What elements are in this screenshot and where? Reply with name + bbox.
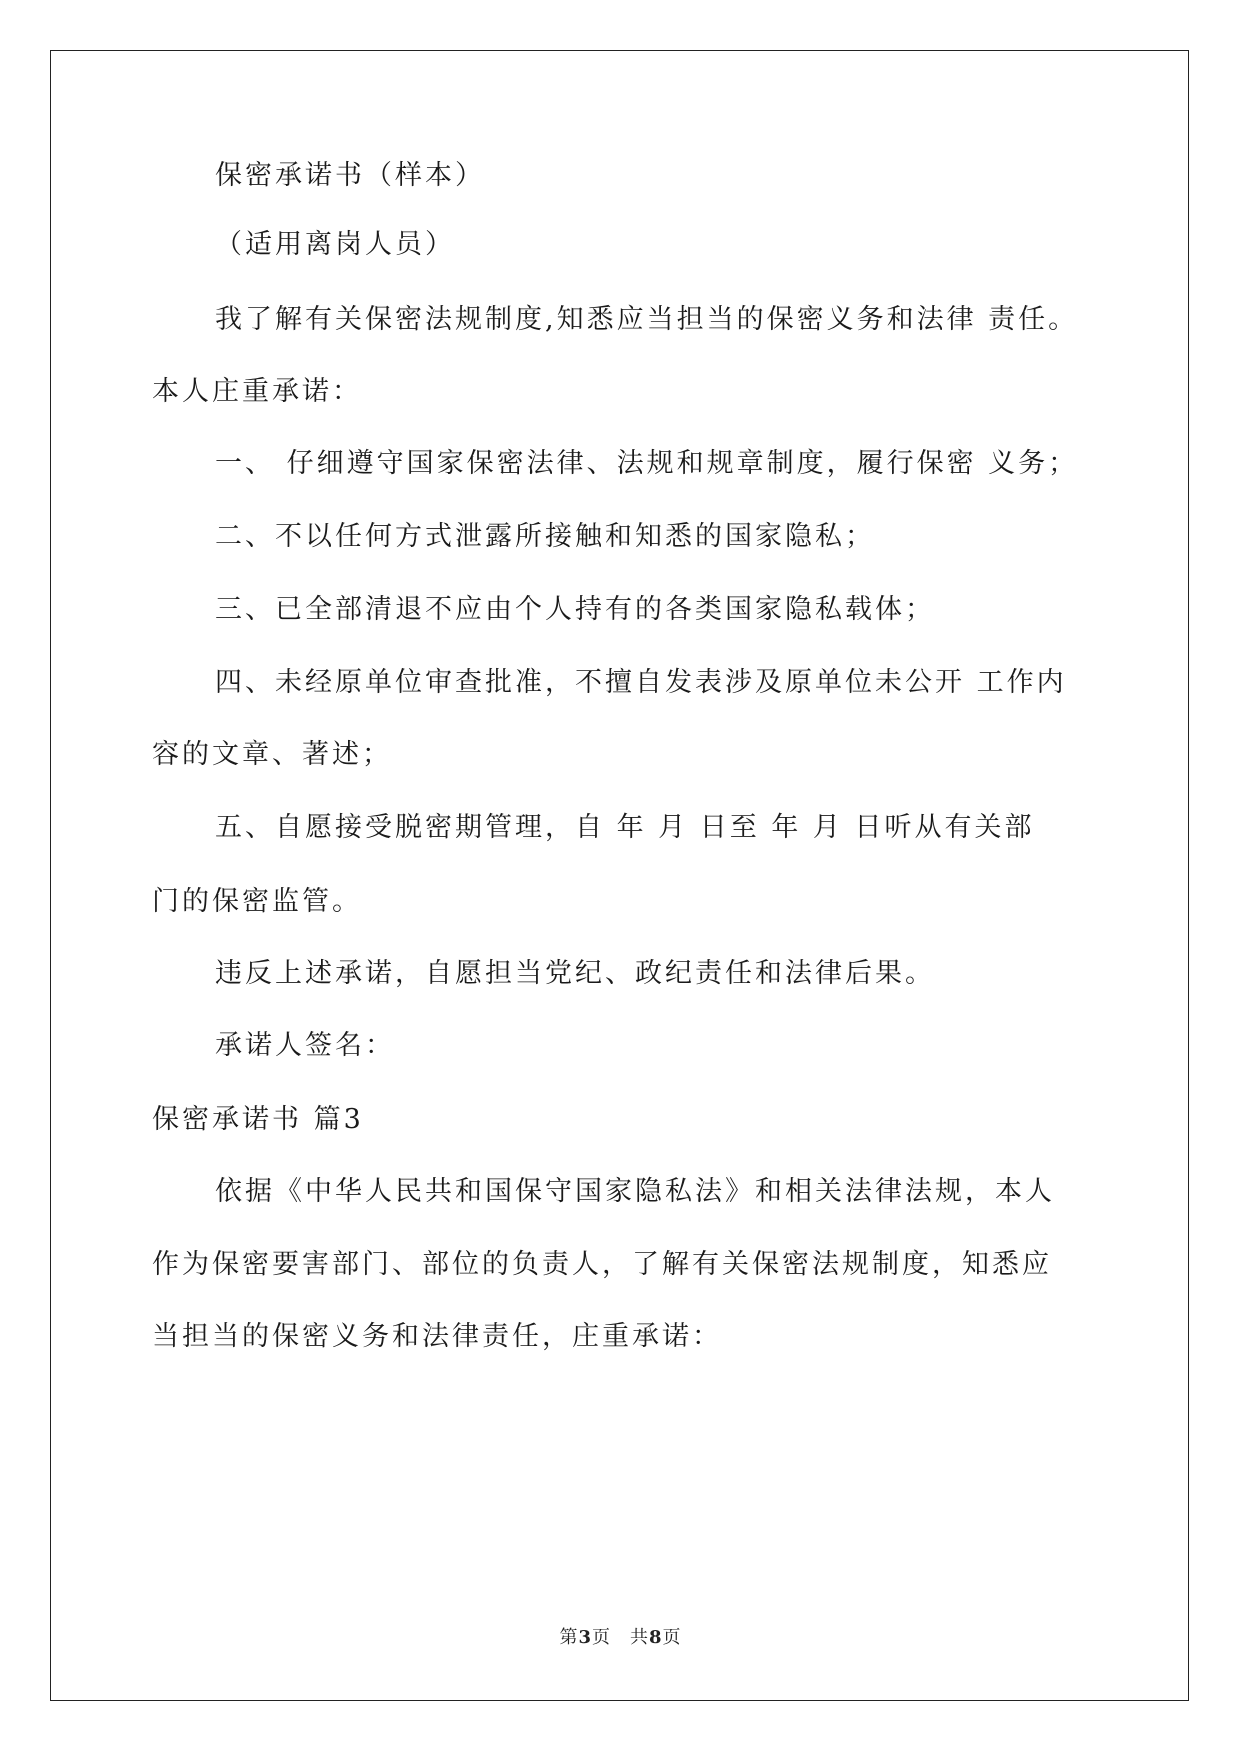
- paragraph-line: 违反上述承诺，自愿担当党纪、政纪责任和法律后果。: [215, 958, 935, 989]
- footer-page-number: 3: [578, 1627, 592, 1648]
- paragraph-line: 容的文章、著述；: [152, 739, 392, 770]
- paragraph-line: 作为保密要害部门、部位的负责人，了解有关保密法规制度，知悉应: [152, 1249, 1052, 1280]
- paragraph-line: 一、 仔细遵守国家保密法律、法规和规章制度，履行保密 义务；: [215, 448, 1079, 479]
- page-frame: [50, 50, 1189, 1701]
- paragraph-line: 五、自愿接受脱密期管理，自 年 月 日至 年 月 日听从有关部: [215, 812, 1035, 843]
- paragraph-line: 当担当的保密义务和法律责任，庄重承诺：: [152, 1321, 722, 1352]
- paragraph-line: 依据《中华人民共和国保守国家隐私法》和相关法律法规，本人: [215, 1176, 1055, 1207]
- document-title: 保密承诺书（样本）: [215, 160, 485, 191]
- page-footer: [0, 1623, 1241, 1649]
- paragraph-line: 四、未经原单位审查批准，不擅自发表涉及原单位未公开 工作内: [215, 667, 1067, 698]
- section-heading: 保密承诺书 篇3: [152, 1104, 364, 1135]
- footer-middle: 页 共: [592, 1627, 649, 1648]
- paragraph-line: 本人庄重承诺：: [152, 376, 362, 407]
- paragraph-line: 二、不以任何方式泄露所接触和知悉的国家隐私；: [215, 521, 875, 552]
- signature-label: 承诺人签名：: [215, 1030, 395, 1061]
- document-subtitle: （适用离岗人员）: [215, 229, 455, 260]
- paragraph-line: 门的保密监管。: [152, 886, 362, 917]
- footer-prefix: 第: [559, 1627, 579, 1648]
- footer-suffix: 页: [662, 1627, 682, 1648]
- paragraph-line: 我了解有关保密法规制度,知悉应当担当的保密义务和法律 责任。: [215, 304, 1079, 335]
- paragraph-line: 三、已全部清退不应由个人持有的各类国家隐私载体；: [215, 594, 935, 625]
- footer-total-pages: 8: [649, 1627, 663, 1648]
